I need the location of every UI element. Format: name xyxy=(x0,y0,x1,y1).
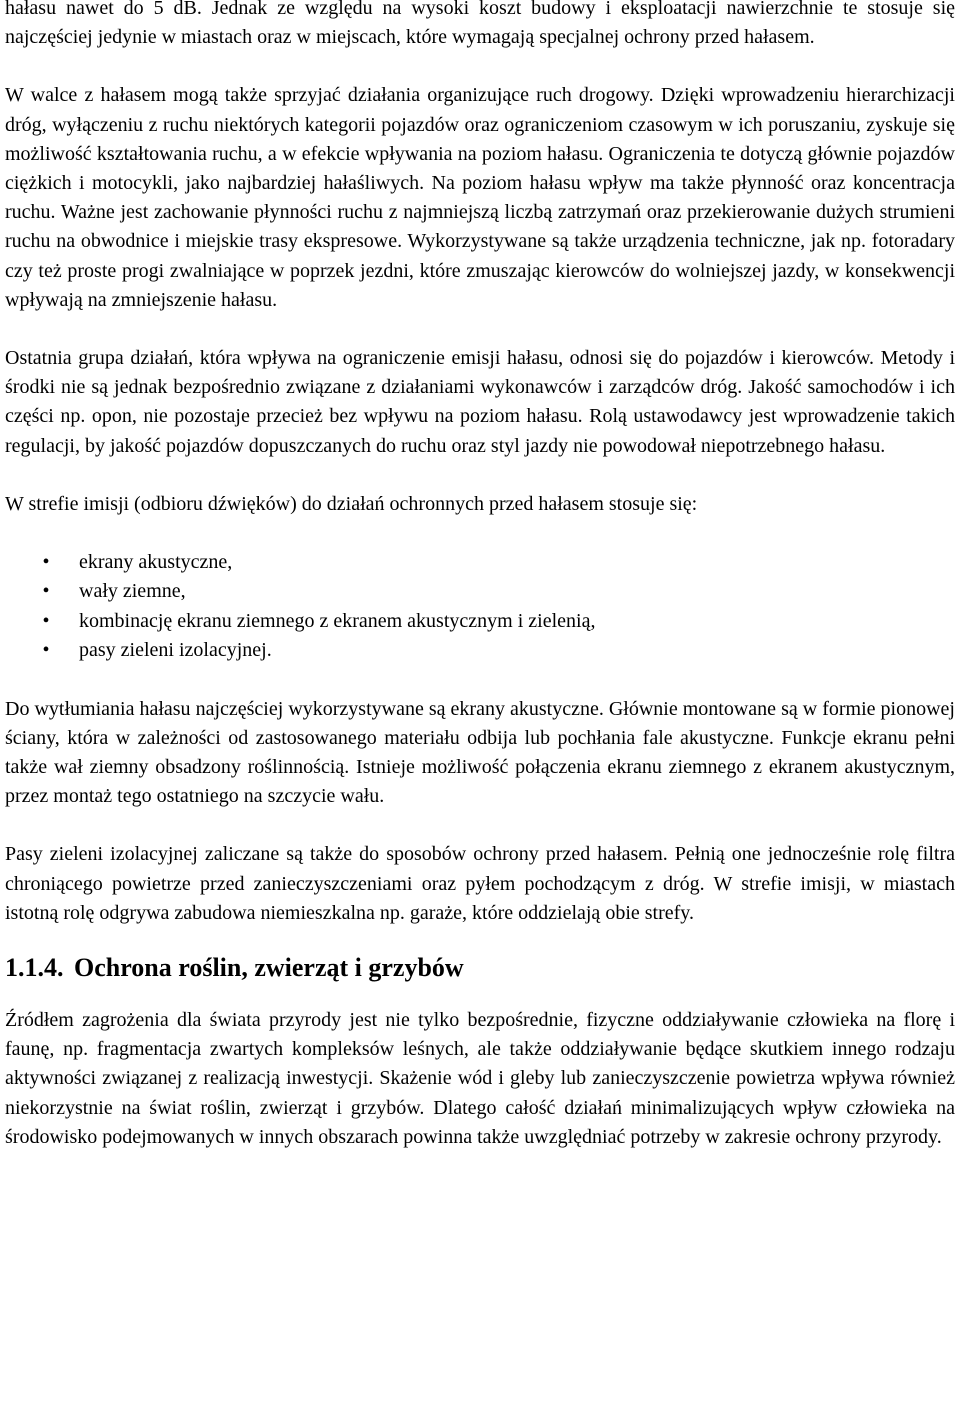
paragraph-gap xyxy=(5,928,955,948)
paragraph-gap xyxy=(5,315,955,344)
list-item xyxy=(5,636,955,665)
section-heading xyxy=(5,948,955,988)
bullet-icon: • xyxy=(42,639,50,662)
paragraph-noise-surfaces: hałasu nawet do 5 dB. Jednak ze względu na wysoki koszt budowy i eksploatacji nawierzchnie te stosuje się najczęściej jedynie w miastach oraz w miejscach, które wymagają specjalnej ochrony przed hałasem. xyxy=(5,0,955,49)
paragraph-traffic-organization: W walce z hałasem mogą także sprzyjać działania organizujące ruch drogowy. Dzięki wprowadzeniu hierarchizacji dróg, wyłączeniu z ruchu niektórych kategorii pojazdów oraz ograniczeniom czasowym w ich poruszaniu, zyskuje się możliwość kształtowania ruchu, a w efekcie wpływania na poziom hałasu. Ograniczenia te dotyczą głównie pojazdów ciężkich i motocykli, jako najbardziej hałaśliwych. Na poziom hałasu wpływ ma także płynność oraz koncentracja ruchu. Ważne jest zachowanie płynności ruchu z najmniejszą liczbą zatrzymań oraz przekierowanie dużych strumieni ruchu na obwodnice i miejskie trasy ekspresowe. Wykorzystywane są także urządzenia techniczne, jak np. fotoradary czy też proste progi zwalniające w poprzek jezdni, które zmuszając kierowców do wolniejszej jazdy, w konsekwencji wpływają na zmniejszenie hałasu. xyxy=(5,84,955,311)
paragraph-imission-zone-intro: W strefie imisji (odbioru dźwięków) do działań ochronnych przed hałasem stosuje się: xyxy=(5,492,698,515)
paragraph-gap xyxy=(5,811,955,840)
paragraph-gap xyxy=(5,519,955,548)
list-item-text: pasy zieleni izolacyjnej. xyxy=(79,639,272,662)
paragraph-nature-protection: Źródłem zagrożenia dla świata przyrody jest nie tylko bezpośrednie, fizyczne oddziaływanie człowieka na florę i faunę, np. fragmentacja zwartych kompleksów leśnych, ale także oddziaływanie będące skutkiem innego rodzaju aktywności związanej z realizacją inwestycji. Skażenie wód i gleby lub zanieczyszczenie powietrza wpływa również niekorzystnie na świat roślin, zwierząt i grzybów. Dlatego całość działań minimalizujących wpływ człowieka na środowisko podejmowanych w innych obszarach powinna także uwzględniać potrzeby w zakresie ochrony przyrody. xyxy=(5,1009,955,1148)
list-item xyxy=(5,577,955,606)
paragraph-vehicles-drivers: Ostatnia grupa działań, która wpływa na ograniczenie emisji hałasu, odnosi się do pojazdów i kierowców. Metody i środki nie są jednak bezpośrednio związane z działaniami wykonawców i zarządców dróg. Jakość samochodów i ich części np. opon, nie pozostaje przecież bez wpływu na poziom hałasu. Rolą ustawodawcy jest wprowadzenie takich regulacji, by jakość pojazdów dopuszczanych do ruchu oraz styl jazdy nie powodował niepotrzebnego hałasu. xyxy=(5,347,955,457)
list-item xyxy=(5,548,955,577)
paragraph-green-belts: Pasy zieleni izolacyjnej zaliczane są także do sposobów ochrony przed hałasem. Pełnią one jednocześnie rolę filtra chroniącego powietrze przed zanieczyszczeniami oraz pyłem pochodzącym z dróg. W strefie imisji, w miastach istotną rolę odgrywa zabudowa niemieszkalna np. garaże, które oddzielają obie strefy. xyxy=(5,843,955,924)
list-item-text: ekrany akustyczne, xyxy=(79,551,233,574)
bullet-icon: • xyxy=(42,551,50,574)
section-title: Ochrona roślin, zwierząt i grzybów xyxy=(74,953,464,983)
list-item xyxy=(5,607,955,636)
paragraph-gap xyxy=(5,52,955,81)
bullet-icon: • xyxy=(42,609,50,632)
paragraph-gap xyxy=(5,461,955,490)
paragraph-gap xyxy=(5,988,955,1006)
list-item-text: wały ziemne, xyxy=(79,580,186,603)
paragraph-acoustic-screens: Do wytłumiania hałasu najczęściej wykorzystywane są ekrany akustyczne. Głównie montowane są w formie pionowej ściany, która w zależności od zastosowanego materiału odbija lub pochłania fale akustyczne. Funkcje ekranu pełni także wał ziemny obsadzony roślinnością. Istnieje możliwość połączenia ekranu ziemnego z ekranem akustycznym, przez montaż tego ostatniego na szczycie wału. xyxy=(5,697,955,808)
bullet-icon: • xyxy=(42,580,50,603)
document-page xyxy=(5,0,955,1152)
list-item-text: kombinację ekranu ziemnego z ekranem akustycznym i zielenią, xyxy=(79,609,596,632)
protection-measures-list xyxy=(5,548,955,666)
paragraph-gap xyxy=(5,666,955,695)
section-number: 1.1.4. xyxy=(5,953,64,983)
